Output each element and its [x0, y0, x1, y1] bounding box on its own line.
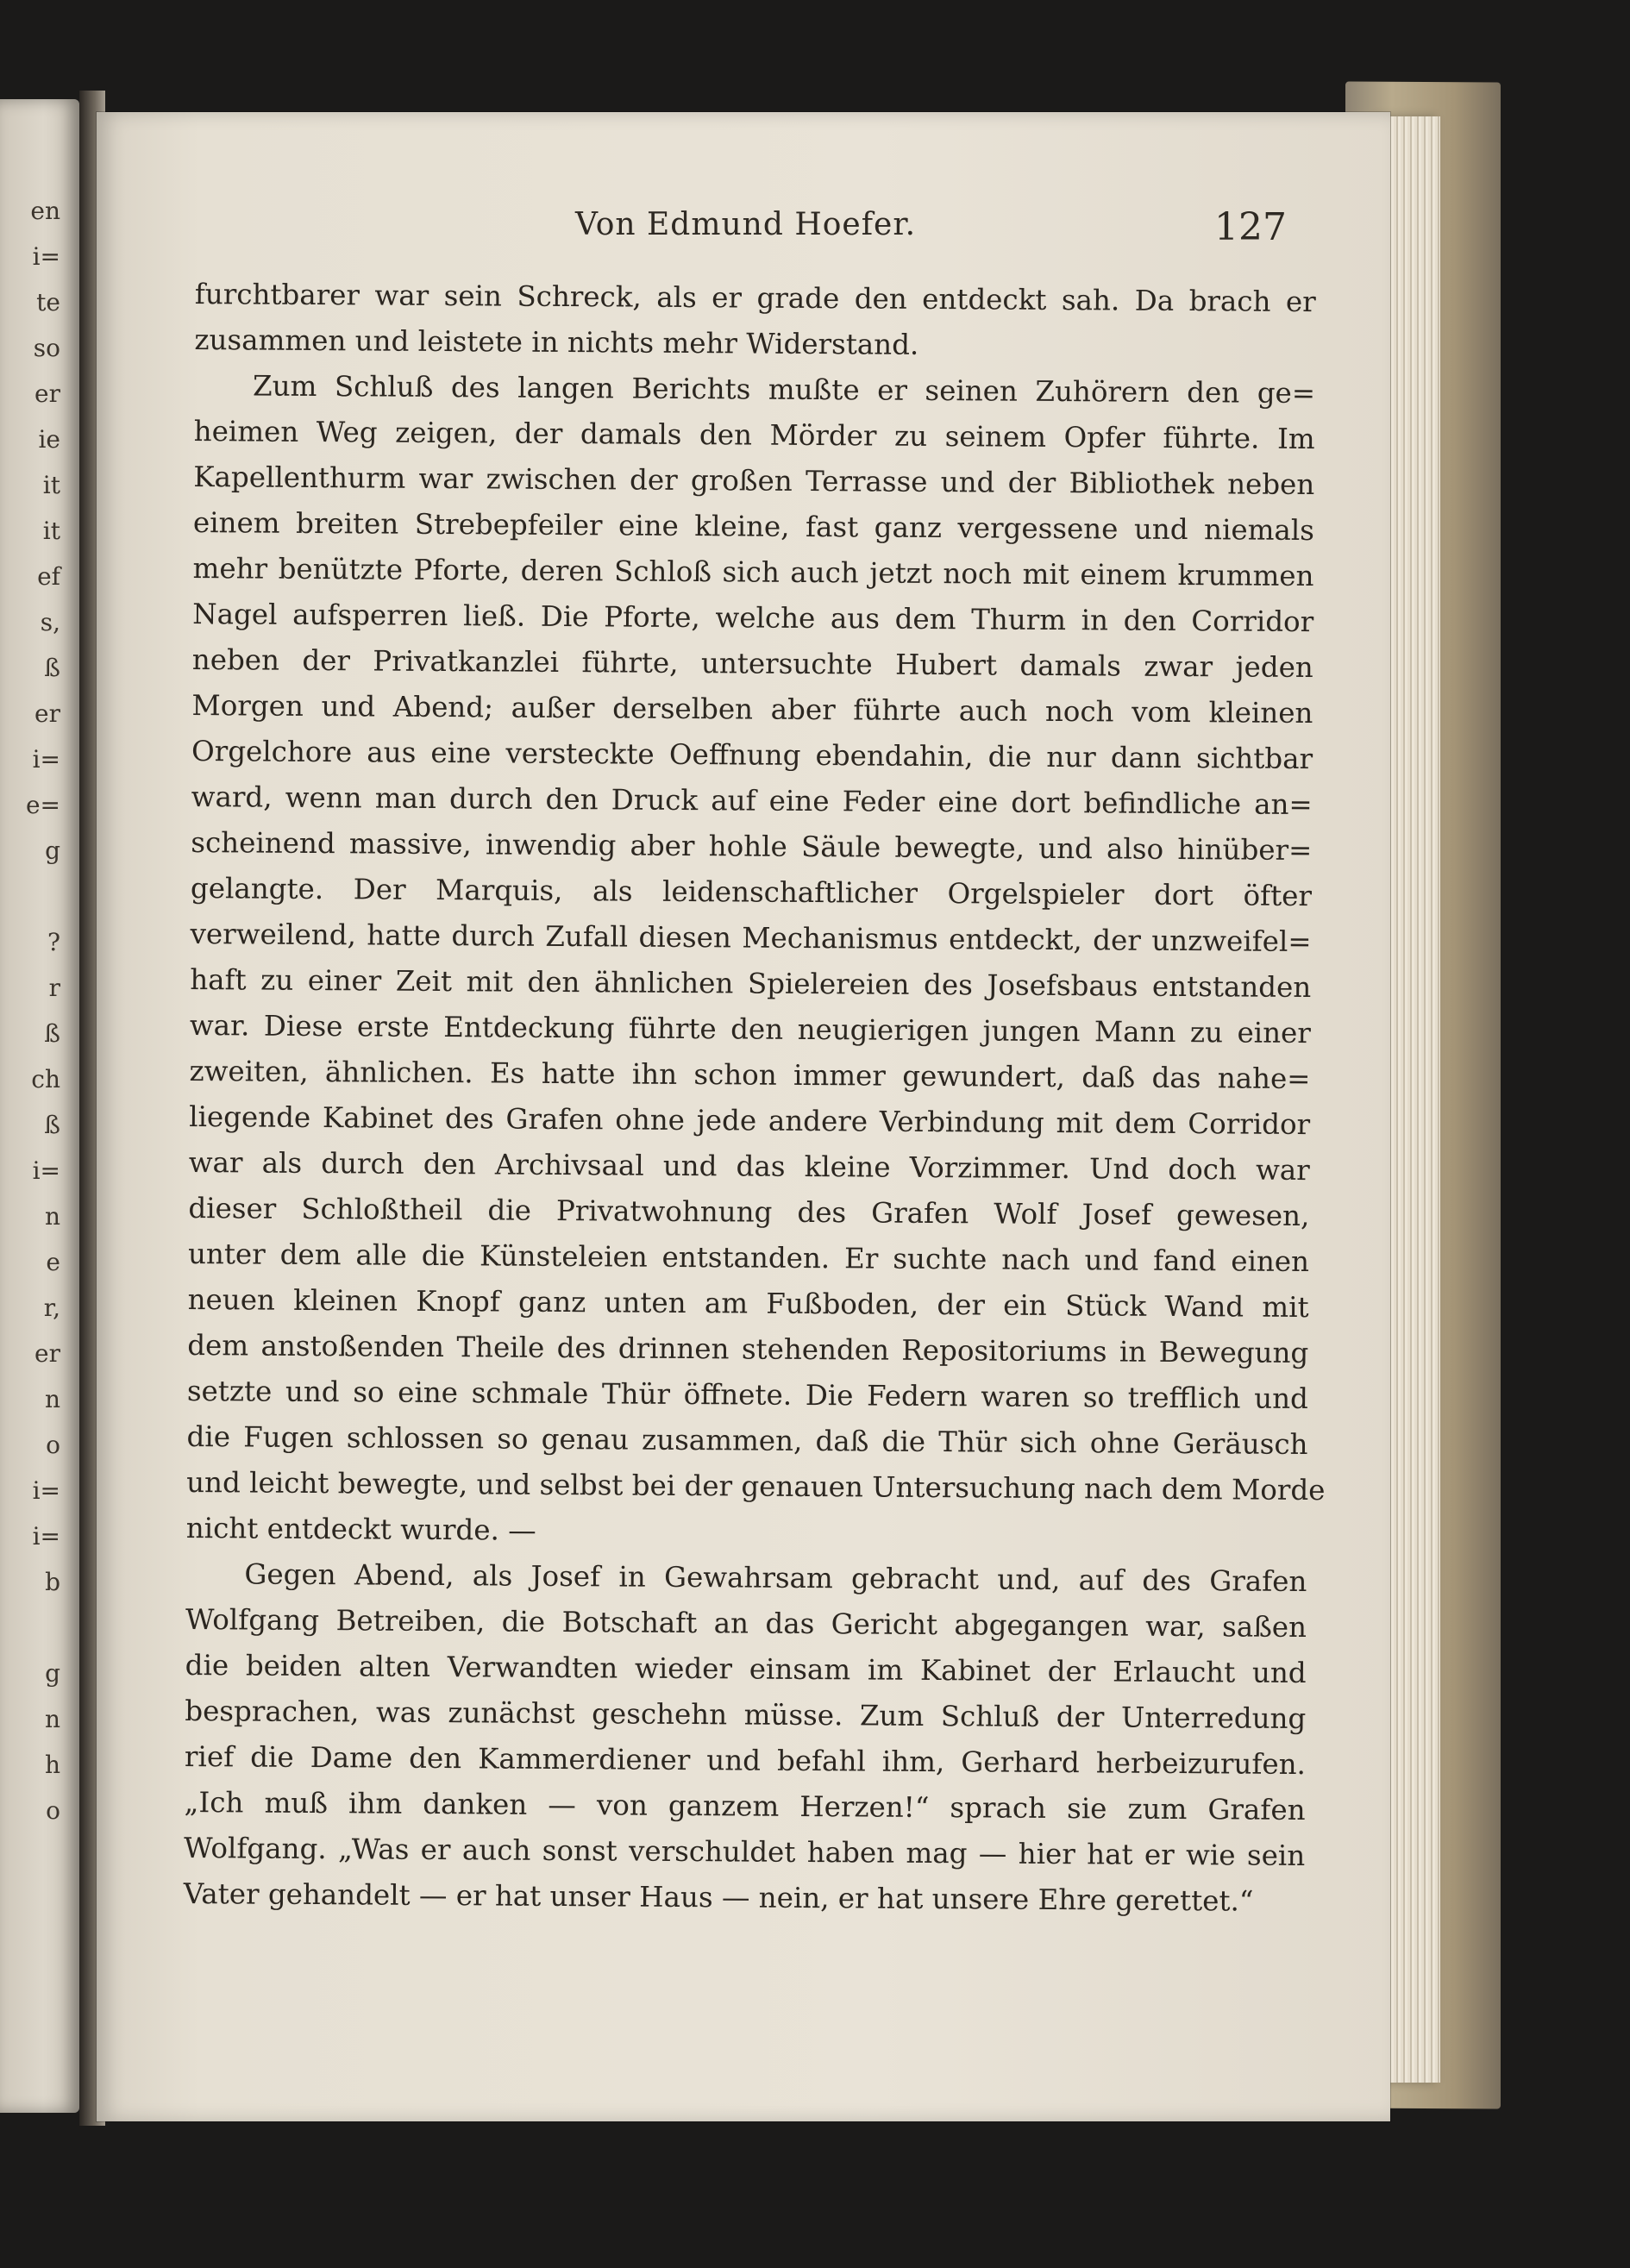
text-line: ward, wenn man durch den Druck auf eine Feder eine dort befindliche an= [191, 780, 1313, 822]
text-line: heimen Weg zeigen, der damals den Mörder zu seinem Opfer führte. Im [193, 414, 1315, 456]
left-page-fragment: ie [38, 425, 60, 454]
text-line: verweilend, hatte durch Zufall diesen Mechanismus entdeckt, der unzweifel= [190, 917, 1312, 959]
text-line: Morgen und Abend; außer derselben aber führte auch noch vom kleinen [191, 688, 1313, 730]
left-page-fragment: ß [44, 1111, 60, 1139]
left-page-fragment: ef [37, 562, 60, 591]
text-line: mehr benützte Pforte, deren Schloß sich auch jetzt noch mit einem krummen [192, 551, 1314, 593]
book-page [97, 112, 1390, 2121]
text-line: einem breiten Strebepfeiler eine kleine, fast ganz vergessene und niemals [192, 505, 1315, 548]
left-page-fragment: h [44, 1751, 60, 1779]
left-page-fragment: ? [47, 928, 60, 956]
left-page-fragment: r, [43, 1294, 60, 1322]
left-page-fragment: ß [44, 1019, 60, 1048]
left-page-fragment: n [44, 1385, 60, 1413]
text-line: die beiden alten Verwandten wieder einsam im Kabinet der Erlaucht und [185, 1648, 1307, 1690]
text-line: dieser Schloßtheil die Privatwohnung des Grafen Wolf Josef gewesen, [188, 1191, 1310, 1233]
text-line: besprachen, was zunächst geschehn müsse. Zum Schluß der Unterredung [185, 1694, 1307, 1736]
text-line: Vater gehandelt — er hat unser Haus — nein, er hat unsere Ehre gerettet.“ [183, 1876, 1254, 1918]
text-line: Wolfgang Betreiben, die Botschaft an das Gericht abgegangen war, saßen [185, 1602, 1307, 1645]
left-page-fragment: er [34, 1339, 60, 1368]
text-line: liegende Kabinet des Grafen ohne jede andere Verbindung mit dem Corridor [189, 1100, 1311, 1142]
left-page-fragment: ch [31, 1065, 60, 1093]
text-line: neuen kleinen Knopf ganz unten am Fußboden, der ein Stück Wand mit [187, 1282, 1309, 1325]
left-page-fragment: s, [40, 608, 60, 636]
left-page-fragment: i= [32, 242, 60, 271]
page-header [97, 198, 1390, 259]
left-page-fragment: ß [44, 654, 60, 682]
left-page-fragment: e [46, 1248, 60, 1276]
left-page-fragment: i= [32, 745, 60, 774]
page-number: 127 [1214, 205, 1287, 249]
text-line: nicht entdeckt wurde. — [185, 1511, 536, 1547]
text-line: Orgelchore aus eine versteckte Oeffnung ebendahin, die nur dann sichtbar [191, 734, 1313, 776]
running-head: Von Edmund Hoefer. [575, 207, 917, 242]
text-line: war als durch den Archivsaal und das kleine Vorzimmer. Und doch war [188, 1145, 1310, 1187]
text-line: und leicht bewegte, und selbst bei der genauen Untersuchung nach dem Morde [186, 1465, 1326, 1507]
left-page-fragment: er [34, 699, 60, 728]
text-line: unter dem alle die Künsteleien entstanden. Er suchte nach und fand einen [187, 1237, 1310, 1279]
left-page-fragment: te [36, 288, 60, 316]
text-line: Nagel aufsperren ließ. Die Pforte, welche aus dem Thurm in den Corridor [192, 597, 1314, 639]
body-text [183, 272, 1326, 1925]
paragraph [185, 363, 1326, 1559]
text-line: gelangte. Der Marquis, als leidenschaftlicher Orgelspieler dort öfter [190, 871, 1313, 913]
text-line: Kapellenthurm war zwischen der großen Terrasse und der Bibliothek neben [193, 460, 1315, 502]
left-page-fragment: i= [32, 1156, 60, 1185]
left-page-fragment: it [42, 471, 60, 499]
left-page-fragment: b [45, 1568, 60, 1596]
left-page-fragment: o [46, 1796, 60, 1825]
text-line: dem anstoßenden Theile des drinnen stehenden Repositoriums in Bewegung [187, 1328, 1309, 1370]
text-line: haft zu einer Zeit mit den ähnlichen Spielereien des Josefsbaus entstanden [190, 962, 1312, 1005]
text-line: die Fugen schlossen so genau zusammen, daß die Thür sich ohne Geräusch [186, 1419, 1308, 1462]
left-page-fragment: r [48, 974, 60, 1002]
text-line: scheinend massive, inwendig aber hohle Säule bewegte, und also hinüber= [191, 825, 1313, 868]
left-page-fragment: er [34, 379, 60, 408]
left-page-fragment: e= [25, 791, 60, 819]
left-page-fragment: it [42, 517, 60, 545]
text-line: Wolfgang. „Was er auch sonst verschuldet haben mag — hier hat er wie sein [184, 1831, 1306, 1873]
text-line: setzte und so eine schmale Thür öffnete. Die Federn waren so trefflich und [186, 1374, 1309, 1416]
text-line: rief die Dame den Kammerdiener und befahl ihm, Gerhard herbeizurufen. [184, 1739, 1307, 1782]
text-line: „Ich muß ihm danken — von ganzem Herzen!“ sprach sie zum Grafen [184, 1785, 1306, 1827]
left-page-fragment: g [45, 836, 60, 865]
text-line: Gegen Abend, als Josef in Gewahrsam gebracht und, auf des Grafen [244, 1557, 1307, 1599]
left-page-fragment: g [45, 1659, 60, 1688]
text-line: zusammen und leistete in nichts mehr Widerstand. [194, 323, 919, 361]
paragraph [184, 1551, 1307, 1925]
left-page-fragment: so [33, 334, 60, 362]
paragraph [194, 272, 1316, 371]
facing-left-page [0, 99, 79, 2113]
left-page-fragment: n [44, 1705, 60, 1733]
left-page-fragment: en [30, 197, 60, 225]
text-line: furchtbarer war sein Schreck, als er grade den entdeckt sah. Da brach er [194, 277, 1316, 319]
left-page-fragment: o [46, 1431, 60, 1459]
left-page-fragment: i= [32, 1522, 60, 1551]
text-line: neben der Privatkanzlei führte, untersuchte Hubert damals zwar jeden [191, 642, 1313, 685]
text-line: zweiten, ähnlichen. Es hatte ihn schon immer gewundert, daß das nahe= [189, 1054, 1311, 1096]
left-page-fragment: i= [32, 1476, 60, 1505]
text-line: war. Diese erste Entdeckung führte den neugierigen jungen Mann zu einer [189, 1008, 1311, 1050]
text-line: Zum Schluß des langen Berichts mußte er seinen Zuhörern den ge= [252, 369, 1316, 410]
left-page-fragment: n [44, 1202, 60, 1231]
